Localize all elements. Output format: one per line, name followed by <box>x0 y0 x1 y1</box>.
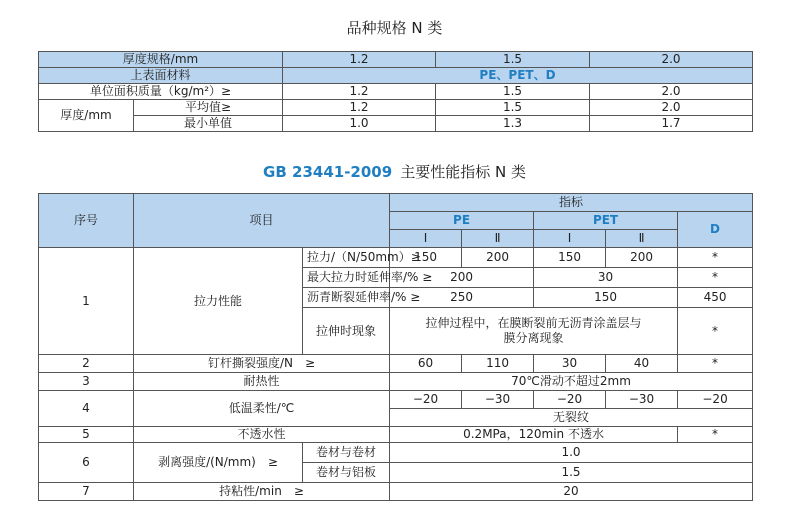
header-no: 序号 <box>39 194 134 248</box>
cell-value: −20 <box>390 391 462 409</box>
header-item: 项目 <box>134 194 390 248</box>
cell-value: * <box>678 308 753 355</box>
table-row <box>39 443 753 463</box>
cell-value: * <box>678 248 753 268</box>
asphalt-elongation-label: 沥青断裂延伸率/% ≥ <box>303 288 390 308</box>
adhesion-label: 持粘性/min ≥ <box>134 483 390 501</box>
heat-resistance-label: 耐热性 <box>134 373 390 391</box>
cell-value: 150 <box>534 288 678 308</box>
table-row <box>39 373 753 391</box>
header-grade-i: Ⅰ <box>390 230 462 248</box>
tensile-phenomenon-label: 拉伸时现象 <box>303 308 390 355</box>
mass-value: 1.5 <box>436 84 590 100</box>
surface-label: 上表面材料 <box>39 68 283 84</box>
spec-value: 2.0 <box>590 52 753 68</box>
mass-value: 1.2 <box>283 84 436 100</box>
spec-title: 品种规格 N 类 <box>346 19 443 37</box>
cell-value: * <box>678 427 753 443</box>
cell-value: 150 <box>390 248 462 268</box>
row-no: 2 <box>39 355 134 373</box>
impermeability-value: 0.2MPa，120min 不透水 <box>390 427 678 443</box>
cell-value: * <box>678 268 753 288</box>
min-label: 最小单值 <box>134 116 283 132</box>
header-grade-i: Ⅰ <box>534 230 606 248</box>
cell-value: −20 <box>678 391 753 409</box>
spec-value: 1.5 <box>436 52 590 68</box>
header-grade-ii: Ⅱ <box>606 230 678 248</box>
surface-value: PE、PET、D <box>283 68 753 84</box>
row-no: 7 <box>39 483 134 501</box>
adhesion-value: 20 <box>390 483 753 501</box>
cell-value: 150 <box>534 248 606 268</box>
cell-value: 200 <box>606 248 678 268</box>
mass-value: 2.0 <box>590 84 753 100</box>
avg-value: 1.5 <box>436 100 590 116</box>
performance-title <box>0 161 789 182</box>
impermeability-label: 不透水性 <box>134 427 390 443</box>
peel-strength-label: 剥离强度/(N/mm) ≥ <box>134 443 303 483</box>
cell-value: 30 <box>534 355 606 373</box>
header-index: 指标 <box>390 194 753 212</box>
row-no: 1 <box>39 248 134 355</box>
header-pet: PET <box>534 212 678 230</box>
min-value: 1.0 <box>283 116 436 132</box>
performance-table <box>38 193 753 501</box>
row-no: 6 <box>39 443 134 483</box>
spec-table <box>38 51 753 132</box>
table-row <box>39 483 753 501</box>
low-temp-flex-note: 无裂纹 <box>390 409 753 427</box>
row-no: 5 <box>39 427 134 443</box>
table-row <box>39 248 753 268</box>
min-value: 1.7 <box>590 116 753 132</box>
cell-value: 40 <box>606 355 678 373</box>
standard-code: GB 23441-2009 <box>263 163 393 181</box>
mass-label: 单位面积质量（kg/m²）≥ <box>39 84 283 100</box>
cell-value: 200 <box>462 248 534 268</box>
avg-label: 平均值≥ <box>134 100 283 116</box>
table-row <box>39 355 753 373</box>
header-grade-ii: Ⅱ <box>462 230 534 248</box>
avg-value: 1.2 <box>283 100 436 116</box>
table-row <box>39 391 753 409</box>
row-no: 4 <box>39 391 134 427</box>
cell-value: * <box>678 355 753 373</box>
cell-value: −30 <box>462 391 534 409</box>
table-row <box>39 194 753 212</box>
tensile-phenomenon-value: 拉伸过程中，在膜断裂前无沥青涂盖层与膜分离现象 <box>390 308 678 355</box>
cell-value: 250 <box>390 288 534 308</box>
header-pe: PE <box>390 212 534 230</box>
peel-sheet-aluminum-label: 卷材与铝板 <box>303 463 390 483</box>
peel-sheet-aluminum-value: 1.5 <box>390 463 753 483</box>
heat-resistance-value: 70℃滑动不超过2mm <box>390 373 753 391</box>
cell-value: 60 <box>390 355 462 373</box>
min-value: 1.3 <box>436 116 590 132</box>
table-row <box>39 52 753 68</box>
thickness-label: 厚度/mm <box>39 100 134 132</box>
peel-sheet-sheet-label: 卷材与卷材 <box>303 443 390 463</box>
cell-value: 30 <box>534 268 678 288</box>
cell-value: −30 <box>606 391 678 409</box>
tensile-force-label: 拉力/（N/50mm）≥ <box>303 248 390 268</box>
table-row <box>39 116 753 132</box>
row-no: 3 <box>39 373 134 391</box>
table-row <box>39 427 753 443</box>
avg-value: 2.0 <box>590 100 753 116</box>
table-row <box>39 68 753 84</box>
cell-value: −20 <box>534 391 606 409</box>
low-temp-flex-label: 低温柔性/℃ <box>134 391 390 427</box>
cell-value: 200 <box>390 268 534 288</box>
cell-value: 110 <box>462 355 534 373</box>
table-row <box>39 84 753 100</box>
spec-value: 1.2 <box>283 52 436 68</box>
peel-sheet-sheet-value: 1.0 <box>390 443 753 463</box>
tensile-group-label: 拉力性能 <box>134 248 303 355</box>
header-d: D <box>678 212 753 248</box>
tear-strength-label: 钉杆撕裂强度/N ≥ <box>134 355 390 373</box>
spec-label: 厚度规格/mm <box>39 52 283 68</box>
performance-title-text: 主要性能指标 N 类 <box>400 163 526 181</box>
table-row <box>39 100 753 116</box>
max-elongation-label: 最大拉力时延伸率/% ≥ <box>303 268 390 288</box>
cell-value: 450 <box>678 288 753 308</box>
